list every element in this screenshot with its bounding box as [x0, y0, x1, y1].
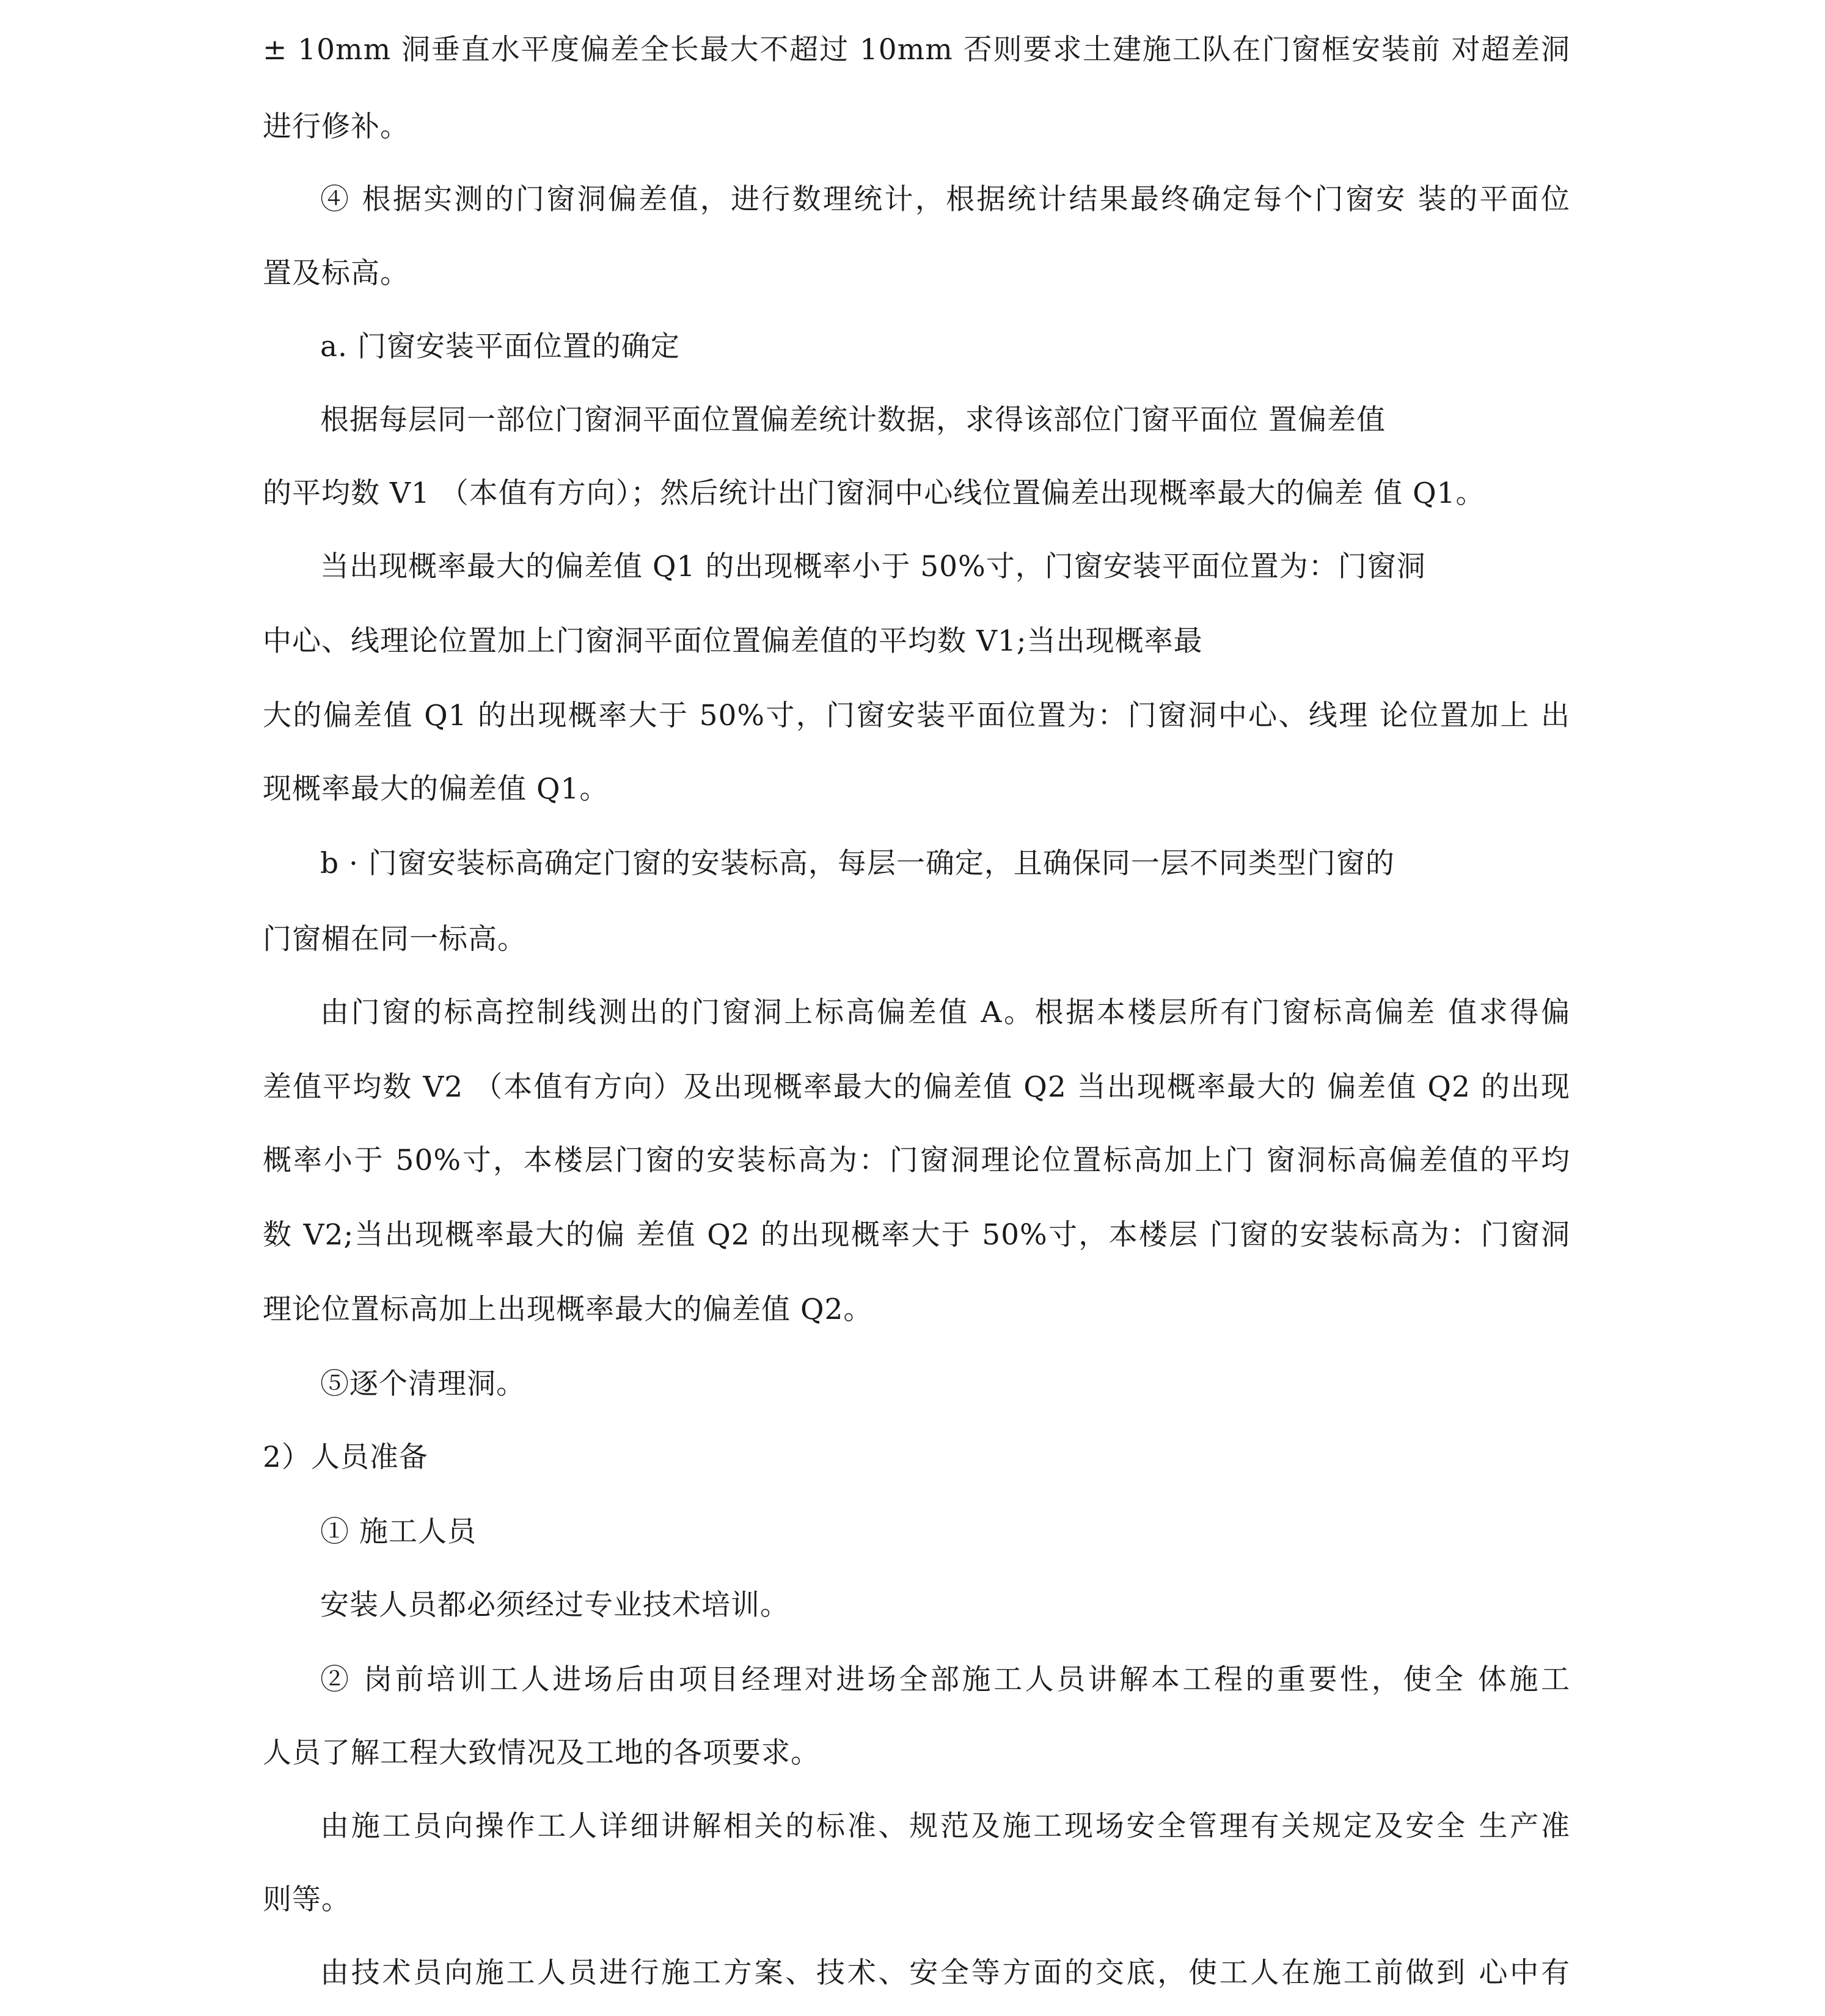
text-line: 人员了解工程大致情况及工地的各项要求。	[263, 1736, 820, 1770]
text-line: 大的偏差值 Q1 的出现概率大于 50%寸，门窗安装平面位置为：门窗洞中心、线理 论位置加上 出	[263, 699, 1570, 732]
text-line: 置及标高。	[263, 257, 409, 290]
text-line: 的平均数 V1 （本值有方向）；然后统计出门窗洞中心线位置偏差出现概率最大的偏差 值 Q1。	[263, 477, 1485, 510]
text-line: 中心、线理论位置加上门窗洞平面位置偏差值的平均数 V1;当出现概率最	[263, 624, 1203, 658]
text-line: 根据每层同一部位门窗洞平面位置偏差统计数据，求得该部位门窗平面位 置偏差值	[320, 403, 1386, 437]
text-line: 由技术员向施工人员进行施工方案、技术、安全等方面的交底，使工人在施工前做到 心中有	[320, 1956, 1570, 1990]
text-line: 安装人员都必须经过专业技术培训。	[320, 1588, 789, 1622]
text-line: 门窗楣在同一标高。	[263, 922, 527, 956]
text-line: 由门窗的标高控制线测出的门窗洞上标高偏差值 A。根据本楼层所有门窗标高偏差 值求得偏	[320, 996, 1570, 1029]
text-line: b · 门窗安装标高确定门窗的安装标高，每层一确定，且确保同一层不同类型门窗的	[320, 847, 1395, 880]
text-line: 当出现概率最大的偏差值 Q1 的出现概率小于 50%寸，门窗安装平面位置为：门窗洞	[320, 550, 1426, 583]
text-line: 概率小于 50%寸，本楼层门窗的安装标高为：门窗洞理论位置标高加上门 窗洞标高偏差值的平均	[263, 1144, 1570, 1177]
text-line: ④ 根据实测的门窗洞偏差值，进行数理统计，根据统计结果最终确定每个门窗安 装的平面位	[320, 183, 1570, 216]
text-line: ± 10mm 洞垂直水平度偏差全长最大不超过 10mm 否则要求土建施工队在门窗框安装前 对超差洞	[263, 33, 1570, 67]
text-line: ② 岗前培训工人进场后由项目经理对进场全部施工人员讲解本工程的重要性，使全 体施工	[320, 1663, 1570, 1696]
text-line: 2）人员准备	[263, 1441, 428, 1474]
text-line: 理论位置标高加上出现概率最大的偏差值 Q2。	[263, 1293, 873, 1326]
text-line: ⑤逐个清理洞。	[320, 1367, 525, 1401]
text-line: 现概率最大的偏差值 Q1。	[263, 772, 609, 806]
text-line: 由施工员向操作工人详细讲解相关的标准、规范及施工现场安全管理有关规定及安全 生产准	[320, 1810, 1570, 1843]
text-line: 进行修补。	[263, 110, 409, 144]
text-line: 则等。	[263, 1883, 351, 1916]
text-line: ① 施工人员	[320, 1515, 477, 1549]
text-line: 数 V2;当出现概率最大的偏 差值 Q2 的出现概率大于 50%寸，本楼层 门窗的安装标高为：门窗洞	[263, 1218, 1570, 1252]
text-line: 差值平均数 V2 （本值有方向）及出现概率最大的偏差值 Q2 当出现概率最大的 偏差值 Q2 的出现	[263, 1070, 1570, 1104]
text-line: a. 门窗安装平面位置的确定	[320, 330, 680, 363]
